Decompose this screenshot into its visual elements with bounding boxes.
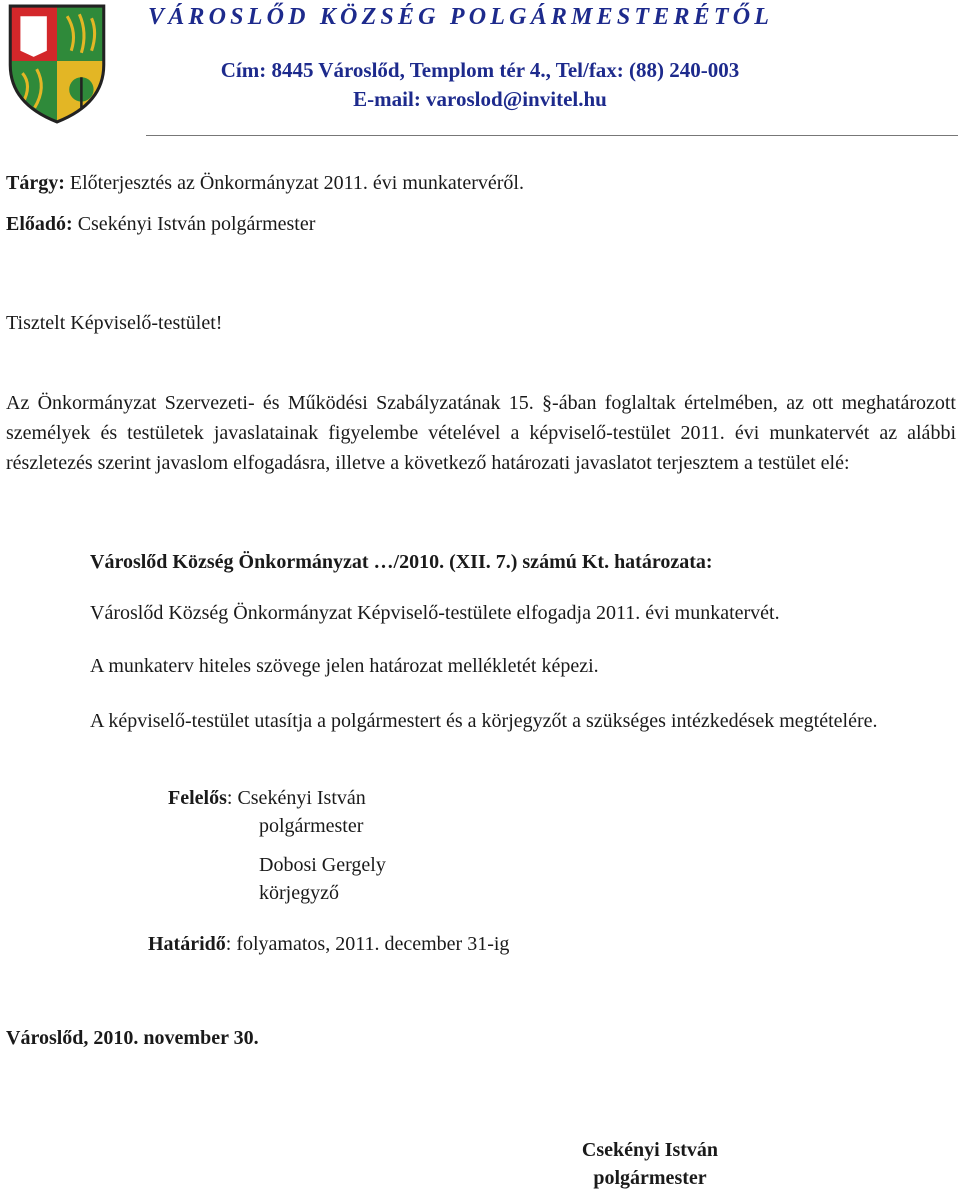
crest-church-icon <box>20 16 46 57</box>
responsible-person1-role: polgármester <box>259 815 364 837</box>
header-email: E-mail: varoslod@invitel.hu <box>353 87 607 111</box>
resolution-paragraph-3: A képviselő-testület utasítja a polgármestert és a körjegyzőt a szükséges intézkedések megtételére. <box>90 710 878 732</box>
coat-of-arms-logo <box>6 2 108 126</box>
responsible-person2-role: körjegyző <box>259 882 339 904</box>
resolution-paragraph-1: Városlőd Község Önkormányzat Képviselő-testülete elfogadja 2011. évi munkatervét. <box>90 602 780 624</box>
signature-role: polgármester <box>593 1167 707 1189</box>
resolution-paragraph-2: A munkaterv hiteles szövege jelen határozat mellékletét képezi. <box>90 655 599 677</box>
signature-name: Csekényi István <box>581 1139 719 1161</box>
resolution-title: Városlőd Község Önkormányzat …/2010. (XII. 7.) számú Kt. határozata: <box>90 551 713 573</box>
deadline-line <box>148 933 509 956</box>
responsible-colon: : <box>226 787 233 809</box>
crest-field-green-lower <box>6 61 57 126</box>
responsible-line <box>168 787 366 810</box>
responsible-label: Felelős <box>168 787 227 809</box>
header-address: Cím: 8445 Városlőd, Templom tér 4., Tel/fax: (88) 240-003 <box>220 58 740 82</box>
header-title: VÁROSLŐD KÖZSÉG POLGÁRMESTERÉTŐL <box>148 4 774 30</box>
presenter-text: Csekényi István polgármester <box>77 213 316 235</box>
subject-line <box>6 172 524 195</box>
deadline-label: Határidő <box>148 933 226 955</box>
header-divider <box>146 135 958 136</box>
place-date: Városlőd, 2010. november 30. <box>6 1027 259 1049</box>
subject-label: Tárgy: <box>6 172 65 194</box>
presenter-label: Előadó: <box>6 213 73 235</box>
intro-paragraph: Az Önkormányzat Szervezeti- és Működési Szabályzatának 15. §-ában foglaltak értelmében, az ott meghatározott személyek és testületek javaslatainak figyelembe vételével a képviselő-testület 2011. évi munkatervét az alábbi részletezés szerint javaslom elfogadásra, illetve a következő határozati javaslatot terjesztem a testület elé: <box>6 392 956 474</box>
subject-text: Előterjesztés az Önkormányzat 2011. évi munkatervéről. <box>69 172 524 194</box>
salutation: Tisztelt Képviselő-testület! <box>6 312 223 334</box>
deadline-value: : folyamatos, 2011. december 31-ig <box>225 933 510 955</box>
responsible-person2-name: Dobosi Gergely <box>259 854 386 876</box>
presenter-line <box>6 213 315 236</box>
responsible-person1-name: Csekényi István <box>237 787 366 809</box>
